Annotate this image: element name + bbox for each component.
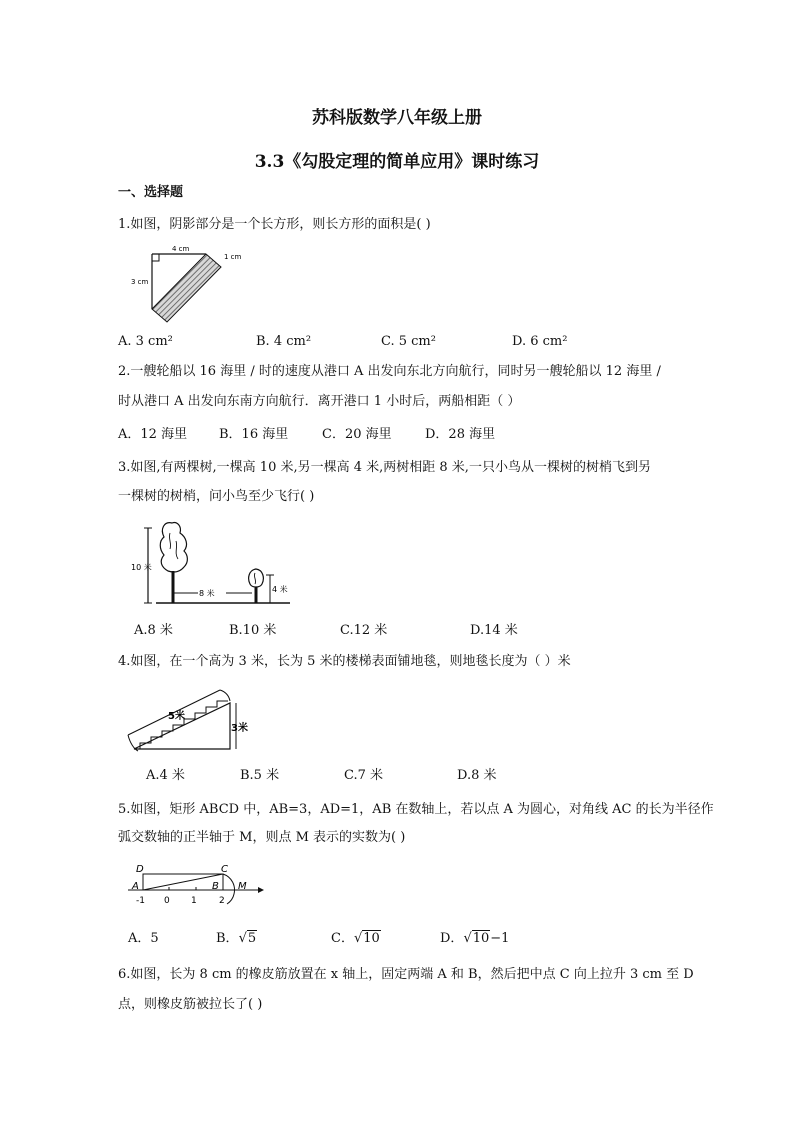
q3-figure — [128, 517, 298, 609]
q1-option-b: B. 4 cm² — [256, 334, 312, 349]
q1-label-right: 1 cm — [224, 253, 242, 261]
q5-option-c-label: C． — [331, 931, 354, 946]
question-6-line-1: 6.如图，长为 8 cm 的橡皮筋放置在 x 轴上，固定两端 A 和 B，然后把中点 C 向上拉升 3 cm 至 D — [118, 967, 694, 982]
question-2-line-1: 2.一艘轮船以 16 海里 / 时的速度从港口 A 出发向东北方向航行，同时另一艘轮船以 12 海里 / — [118, 364, 661, 379]
q5-label-c: C — [221, 864, 228, 875]
q4-option-b: B.5 米 — [240, 768, 280, 783]
q5-tick-label-4: 2 — [219, 896, 225, 906]
question-4: 4.如图，在一个高为 3 米，长为 5 米的楼梯表面铺地毯，则地毯长度为（ ）米 — [118, 654, 571, 669]
q5-option-d-label: D． — [440, 931, 464, 946]
q4-option-a: A.4 米 — [146, 768, 185, 783]
q4-option-d: D.8 米 — [457, 768, 497, 783]
q4-figure — [124, 683, 250, 755]
q2-option-d: D．28 海里 — [425, 427, 496, 442]
question-1: 1.如图，阴影部分是一个长方形，则长方形的面积是( ) — [118, 217, 431, 232]
q5-option-d-sqrt: √10 — [463, 931, 490, 946]
q1-option-d: D. 6 cm² — [512, 334, 568, 349]
q5-figure — [124, 860, 264, 906]
question-5-line-2: 弧交数轴的正半轴于 M，则点 M 表示的实数为( ) — [118, 830, 406, 845]
q5-option-b-label: B． — [216, 931, 239, 946]
q5-tick-label-1: -1 — [136, 896, 145, 906]
q1-label-left: 3 cm — [131, 278, 149, 286]
q4-label-slope: 5米 — [168, 711, 185, 722]
q5-tick-label-2: 0 — [164, 896, 170, 906]
page-title: 苏科版数学八年级上册 — [312, 108, 482, 128]
q1-option-c: C. 5 cm² — [381, 334, 436, 349]
q5-option-c-sqrt: √10 — [353, 931, 380, 946]
q4-triangle — [134, 703, 230, 749]
q5-option-a: A．5 — [128, 931, 159, 946]
q2-option-a: A．12 海里 — [118, 427, 188, 442]
question-3-line-1: 3.如图,有两棵树,一棵高 10 米,另一棵高 4 米,两树相距 8 米,一只小鸟从一棵树的树梢飞到另 — [118, 460, 651, 475]
q3-tall-tree-crown — [160, 523, 187, 572]
question-6-line-2: 点，则橡皮筋被拉长了( ) — [118, 997, 263, 1012]
q5-label-a: A — [132, 881, 139, 892]
q5-label-d: D — [136, 864, 144, 875]
q1-label-top: 4 cm — [172, 245, 190, 253]
q2-option-c: C．20 海里 — [322, 427, 392, 442]
question-2-line-2: 时从港口 A 出发向东南方向航行．离开港口 1 小时后，两船相距（ ） — [118, 394, 521, 409]
section-heading: 一、选择题 — [118, 185, 184, 200]
q5-axis-arrow — [258, 887, 264, 893]
q3-label-short: 4 米 — [272, 585, 288, 594]
q5-label-b: B — [212, 881, 219, 892]
q5-option-b-sqrt: √5 — [238, 931, 257, 946]
q1-figure — [128, 243, 248, 315]
q4-option-c: C.7 米 — [344, 768, 384, 783]
q1-right-angle-mark — [152, 254, 159, 261]
q3-option-b: B.10 米 — [229, 623, 277, 638]
question-3-line-2: 一棵树的树梢，问小鸟至少飞行( ) — [118, 489, 315, 504]
q5-option-d: D．√10−1 — [440, 931, 510, 946]
q3-label-distance: 8 米 — [199, 589, 215, 598]
q2-option-b: B．16 海里 — [219, 427, 289, 442]
q5-option-c — [331, 929, 381, 949]
q3-short-tree-crown — [249, 569, 264, 587]
q1-option-a: A. 3 cm² — [118, 334, 173, 349]
page-subtitle: 3.3《勾股定理的简单应用》课时练习 — [254, 152, 540, 172]
q4-label-height: 3米 — [231, 723, 248, 734]
question-5-line-1: 5.如图，矩形 ABCD 中，AB=3，AD=1，AB 在数轴上，若以点 A 为圆心，对角线 AC 的长为半径作 — [118, 802, 714, 817]
q5-tick-label-3: 1 — [191, 896, 197, 906]
q5-diagonal — [143, 874, 223, 890]
q3-label-tall: 10 米 — [131, 563, 152, 572]
q5-label-m: M — [238, 881, 247, 892]
q3-option-a: A.8 米 — [134, 623, 173, 638]
q1-shaded-rectangle — [152, 254, 221, 322]
q3-option-c: C.12 米 — [340, 623, 388, 638]
q5-option-b — [216, 929, 257, 949]
q3-option-d: D.14 米 — [470, 623, 518, 638]
